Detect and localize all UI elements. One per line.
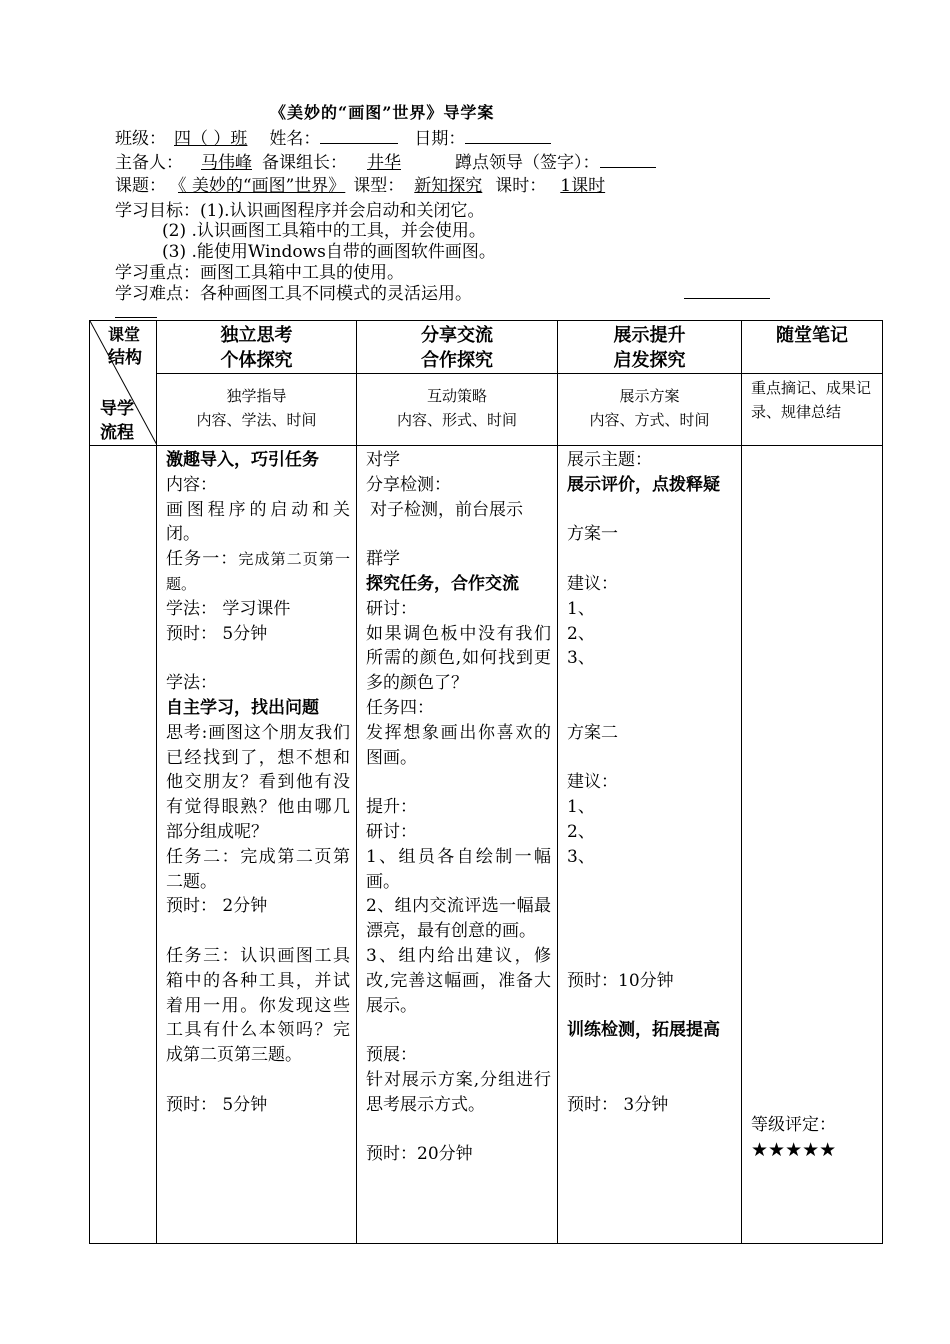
c1-task1-text: 完成第二页第一题。 [166, 550, 350, 593]
col2-sub-line2: 内容、形式、时间 [396, 411, 517, 429]
col1-header-line2: 个体探究 [220, 350, 293, 371]
type-value: 新知探究 [414, 176, 483, 196]
c2-line-10: 提升： [366, 797, 417, 818]
col2-sub-line1: 互动策略 [426, 387, 487, 405]
difficulty: 学习难点：各种画图工具不同模式的灵活运用。 [115, 284, 472, 304]
c3-line-15: 预时： 3分钟 [567, 1094, 669, 1115]
signature-line [684, 298, 770, 299]
content-row [90, 446, 883, 1244]
c3-line-11: 2、 [567, 821, 595, 842]
c2-line-14: 3、组内给出建议，修改,完善这幅画，准备大展示。 [366, 945, 551, 1016]
col1-subheader [157, 374, 357, 446]
c1-line-6: 预时： 5分钟 [166, 623, 268, 644]
c1-line-4 [166, 547, 350, 597]
c3-line-5: 1、 [567, 598, 595, 619]
c3-line-8: 方案二 [567, 722, 618, 743]
c1-line-8: 自主学习，找出问题 [166, 697, 319, 718]
c1-line-11: 预时： 2分钟 [166, 896, 268, 917]
c3-line-4: 建议： [567, 573, 618, 594]
class-label: 班级： [115, 129, 166, 149]
corner-top-1: 课堂 [108, 325, 141, 344]
c2-line-1: 对学 [366, 450, 400, 470]
preparer-label: 主备人： [115, 153, 183, 173]
short-rule [115, 317, 157, 318]
c3-line-9: 建议： [567, 772, 618, 793]
c2-line-3: 对子检测，前台展示 [370, 499, 523, 520]
c1-line-5: 学法： 学习课件 [166, 598, 291, 619]
type-label: 课型： [353, 176, 405, 196]
c2-line-16: 针对展示方案,分组进行思考展示方式。 [366, 1069, 551, 1115]
col4-content[interactable] [742, 446, 883, 1244]
c2-line-2: 分享检测： [366, 474, 451, 495]
c3-line-10: 1、 [567, 797, 595, 818]
c1-line-12: 任务三：认识画图工具箱中的各种工具，并试着用一用。你发现这些工具有什么本领吗？完成第二页第三题。 [166, 945, 350, 1066]
leader-value: 井华 [367, 153, 401, 173]
c3-line-13: 预时：10分钟 [567, 970, 674, 991]
document-title: 《美妙的“画图”世界》导学案 [270, 103, 495, 122]
col3-subheader [558, 374, 742, 446]
c1-line-3: 画图程序的启动和关闭。 [166, 499, 350, 545]
subheader-row [90, 374, 883, 446]
col4-subheader: 重点摘记、成果记录、规律总结 [742, 374, 883, 446]
c2-line-15: 预展： [366, 1045, 417, 1066]
corner-bottom-2: 流程 [100, 423, 134, 443]
goal-3: (3) .能使用Windows自带的画图软件画图。 [162, 242, 496, 262]
col1-sub-line1: 独学指导 [226, 387, 287, 405]
info-line-3 [115, 175, 633, 197]
rating-stars[interactable]: ★★★★★ [751, 1139, 837, 1161]
col3-sub-line2: 内容、方式、时间 [589, 411, 710, 429]
col3-header-line2: 启发探究 [613, 350, 686, 371]
goal-2: (2) .认识画图工具箱中的工具，并会使用。 [162, 221, 486, 241]
hours-label: 课时： [495, 176, 547, 196]
header-row [90, 321, 883, 374]
corner-cell [90, 321, 157, 446]
topic-label: 课题： [115, 176, 166, 196]
c2-line-8: 任务四： [366, 697, 434, 718]
col2-subheader [357, 374, 558, 446]
name-label: 姓名： [269, 129, 321, 149]
supervisor-label: 蹲点领导（签字）： [455, 153, 600, 173]
info-line-2 [115, 151, 656, 174]
col1-header [157, 321, 357, 374]
c3-line-14: 训练检测，拓展提高 [567, 1020, 720, 1041]
col3-content [558, 446, 742, 1244]
col2-header [357, 321, 558, 374]
c1-line-9: 思考:画图这个朋友我们已经找到了，想不想和他交朋友？看到他有没有觉得眼熟？他由哪几部分组成呢？ [166, 722, 350, 842]
c1-line-7: 学法： [166, 673, 217, 694]
date-field[interactable] [465, 127, 551, 144]
c2-line-11: 研讨： [366, 821, 417, 842]
date-label: 日期： [414, 129, 466, 149]
col1-header-line1: 独立思考 [220, 325, 293, 346]
col1-sub-line2: 内容、学法、时间 [196, 411, 317, 429]
hours-value: 1课时 [560, 176, 606, 196]
col4-header [742, 321, 883, 374]
c1-task1-label: 任务一： [166, 549, 239, 570]
col3-header [558, 321, 742, 374]
c1-line-10: 任务二：完成第二页第二题。 [166, 846, 350, 892]
c3-line-7: 3、 [567, 648, 595, 669]
col1-content [157, 446, 357, 1244]
c3-line-12: 3、 [567, 846, 595, 867]
supervisor-signature-field[interactable] [600, 151, 656, 168]
leader-label: 备课组长： [262, 153, 347, 173]
c2-line-7: 如果调色板中没有我们所需的颜色,如何找到更多的颜色了？ [366, 623, 551, 694]
c3-line-2: 展示评价，点拨释疑 [567, 474, 720, 495]
key-point: 学习重点：画图工具箱中工具的使用。 [115, 263, 404, 283]
col2-header-line2: 合作探究 [421, 350, 493, 371]
preparer-value: 马伟峰 [201, 153, 252, 173]
info-line-1 [115, 127, 551, 150]
topic-value: 《 美妙的“画图”世界》 [178, 176, 346, 196]
guide-table [89, 320, 883, 1244]
class-value[interactable]: 四（ ）班 [174, 129, 248, 149]
c1-line-2: 内容： [166, 474, 217, 495]
c2-line-5: 探究任务，合作交流 [366, 573, 519, 594]
flow-cell [90, 446, 157, 1244]
goal-1: 学习目标：(1).认识画图程序并会启动和关闭它。 [115, 201, 485, 221]
col2-header-line1: 分享交流 [421, 325, 493, 346]
c2-line-12: 1、组员各自绘制一幅画。 [366, 846, 551, 892]
c3-line-3: 方案一 [567, 524, 618, 545]
c1-line-1: 激趣导入，巧引任务 [166, 450, 319, 470]
name-field[interactable] [320, 127, 398, 144]
col3-sub-line1: 展示方案 [619, 387, 680, 405]
c2-line-4: 群学 [366, 549, 400, 570]
c3-line-1: 展示主题： [567, 450, 652, 470]
col3-header-line1: 展示提升 [613, 325, 686, 346]
c1-line-13: 预时： 5分钟 [166, 1094, 268, 1115]
col2-content [357, 446, 558, 1244]
corner-bottom-1: 导学 [100, 399, 134, 419]
c2-line-17: 预时：20分钟 [366, 1144, 473, 1165]
c2-line-6: 研讨： [366, 598, 417, 619]
col4-header-line1: 随堂笔记 [776, 325, 848, 346]
c3-line-6: 2、 [567, 623, 595, 644]
rating-label: 等级评定： [751, 1115, 836, 1135]
c2-line-9: 发挥想象画出你喜欢的图画。 [366, 722, 551, 768]
c2-line-13: 2、组内交流评选一幅最漂亮，最有创意的画。 [366, 896, 551, 942]
corner-top-2: 结构 [108, 348, 142, 368]
